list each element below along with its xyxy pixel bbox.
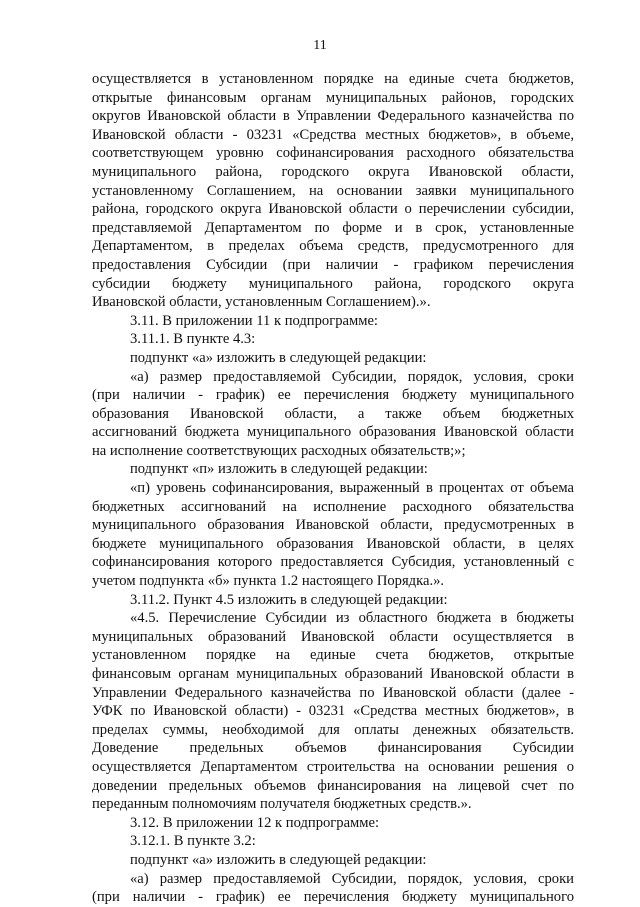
text-line: установленному Соглашением, на основании заявки муниципального	[92, 182, 574, 199]
text-line: «а) размер предоставляемой Субсидии, порядок, условия, сроки	[130, 368, 574, 385]
text-line: округов Ивановской области в Управлении Федерального казначейства по	[92, 108, 574, 125]
text-line: образования Ивановской области, а также объем бюджетных	[92, 405, 574, 422]
text-line: предоставления Субсидии (при наличии - графиком перечисления	[92, 256, 574, 273]
text-line: учетом подпункта «б» пункта 1.2 настоящего Порядка.».	[92, 573, 445, 590]
text-line: 3.11.1. В пункте 4.3:	[130, 331, 256, 348]
page-number: 11	[313, 38, 327, 53]
text-line: Ивановской области, установленным Соглашением).».	[92, 294, 431, 311]
text-line: «4.5. Перечисление Субсидии из областного бюджета в бюджеты	[130, 610, 574, 627]
text-line: осуществляется в установленном порядке на единые счета бюджетов,	[92, 71, 574, 87]
text-line: муниципального района, городского округа Ивановской области,	[92, 163, 574, 180]
text-line: представляемой Департаментом по форме и в срок, установленные	[92, 219, 574, 236]
text-line: района, городского округа Ивановской области о перечислении субсидии,	[92, 201, 574, 218]
text-line: 3.11. В приложении 11 к подпрограмме:	[130, 312, 378, 329]
text-line: подпункт «п» изложить в следующей редакции:	[130, 461, 428, 478]
text-line: УФК по Ивановской области) - 03231 «Средства местных бюджетов», в	[92, 703, 574, 720]
text-line: подпункт «а» изложить в следующей редакции:	[130, 851, 427, 868]
text-line: бюджетных ассигнований на исполнение расходного обязательства	[92, 498, 574, 515]
text-line: субсидии бюджету муниципального района, городского округа	[92, 275, 574, 292]
text-line: 3.12. В приложении 12 к подпрограмме:	[130, 814, 380, 831]
text-line: Управлении Федерального казначейства по Ивановской области (далее -	[92, 684, 574, 701]
text-line: установленном порядке на единые счета бюджетов, открытые	[92, 647, 574, 664]
text-line: подпункт «а» изложить в следующей редакции:	[130, 349, 427, 366]
text-line: пределах суммы, необходимой для оплаты денежных обязательств.	[92, 721, 574, 738]
text-line: финансовым органам муниципальных образований Ивановской области в	[92, 666, 574, 682]
text-line: соответствующем уровню софинансирования расходного обязательства	[92, 145, 574, 162]
text-line: бюджете муниципального образования Ивановской области, в целях	[92, 535, 574, 552]
text-line: (при наличии - график) ее перечисления бюджету муниципального	[92, 889, 574, 906]
text-line: 3.11.2. Пункт 4.5 изложить в следующей редакции:	[130, 591, 448, 608]
text-line: 3.12.1. В пункте 3.2:	[130, 833, 256, 850]
text-line: Департаментом, в пределах объема средств, предусмотренного для	[92, 238, 574, 255]
document-body	[92, 70, 574, 907]
text-line: на исполнение соответствующих расходных обязательств;»;	[92, 442, 466, 459]
text-line: Ивановской области - 03231 «Средства местных бюджетов», в объеме,	[92, 126, 574, 143]
text-line: софинансирования которого предоставляется Субсидия, установленный с	[92, 554, 574, 571]
text-line: осуществляется Департаментом строительства на основании решения о	[92, 758, 574, 775]
text-line: муниципальных образований Ивановской области осуществляется в	[92, 628, 574, 645]
text-line: (при наличии - график) ее перечисления бюджету муниципального	[92, 387, 574, 404]
text-line: «а) размер предоставляемой Субсидии, порядок, условия, сроки	[130, 870, 574, 887]
text-line: ассигнований бюджета муниципального образования Ивановской области	[92, 424, 574, 441]
text-line: переданным полномочиям получателя бюджетных средств.».	[92, 796, 472, 813]
text-line: Доведение предельных объемов финансирования Субсидии	[92, 740, 574, 757]
text-line: муниципального образования Ивановской области, предусмотренных в	[92, 517, 574, 534]
text-line: открытые финансовым органам муниципальных районов, городских	[92, 89, 574, 106]
text-line: доведении предельных объемов финансирования на лицевой счет по	[92, 777, 574, 794]
text-line: «п) уровень софинансирования, выраженный в процентах от объема	[130, 480, 574, 497]
